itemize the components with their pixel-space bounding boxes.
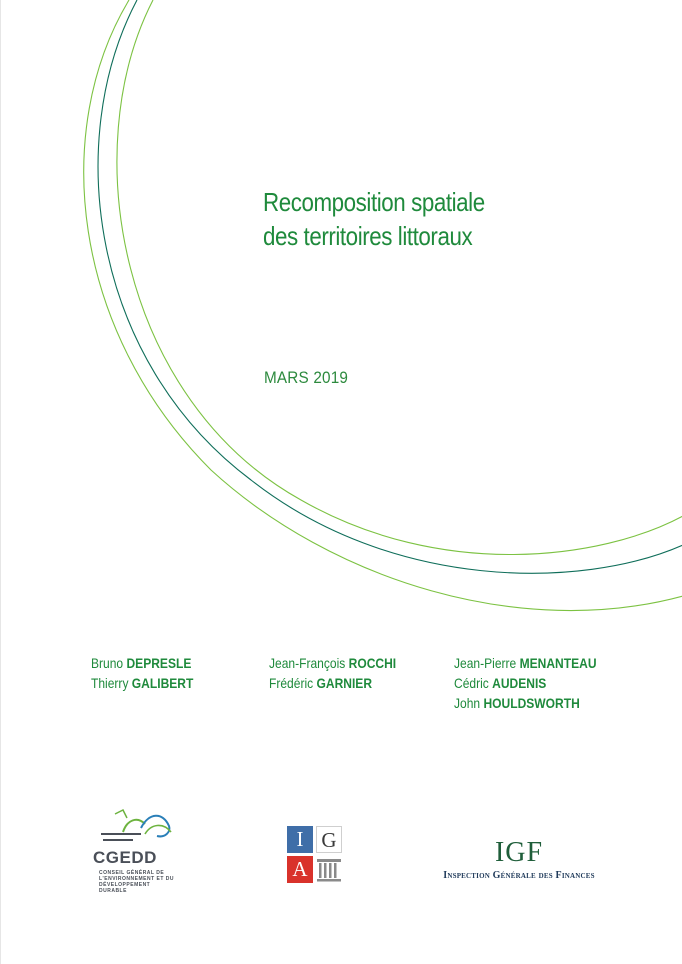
title-line-2: des territoires littoraux — [263, 221, 473, 251]
publication-date: MARS 2019 — [264, 368, 349, 387]
cgedd-logo — [93, 806, 183, 892]
iga-letter-g: G — [316, 826, 342, 853]
author-first-name: Bruno — [91, 655, 124, 671]
iga-letter-a: A — [287, 856, 313, 883]
authors-column-1 — [91, 653, 193, 693]
author-first-name: Cédric — [454, 675, 489, 691]
author — [454, 653, 597, 673]
author-first-name: Jean-Pierre — [454, 655, 517, 671]
author-last-name: ROCCHI — [348, 655, 397, 671]
inner-arc — [117, 0, 682, 555]
author-last-name: GALIBERT — [131, 675, 194, 691]
author-last-name: DEPRESLE — [126, 655, 192, 671]
iga-columns-icon — [316, 856, 342, 883]
author — [454, 693, 597, 713]
author-first-name: Frédéric — [269, 675, 314, 691]
cgedd-bird-icon — [93, 806, 183, 848]
author — [454, 673, 597, 693]
author-first-name: Thierry — [91, 675, 129, 691]
author-first-name: Jean-François — [269, 655, 346, 671]
author-last-name: HOULDSWORTH — [483, 695, 580, 711]
author-last-name: AUDENIS — [492, 675, 547, 691]
outer-arc — [84, 0, 682, 611]
author-first-name: John — [454, 695, 481, 711]
cgedd-name: CGEDD — [93, 848, 157, 867]
report-title — [263, 185, 485, 253]
author-last-name: MENANTEAU — [519, 655, 597, 671]
authors-column-3 — [454, 653, 597, 713]
iga-logo — [287, 826, 347, 884]
iga-letter-i: I — [287, 826, 313, 853]
author — [269, 673, 396, 693]
cgedd-subtitle: CONSEIL GÉNÉRAL DE L'ENVIRONNEMENT ET DU DÉVELOPPEMENT DURABLE — [99, 870, 175, 894]
authors-column-2 — [269, 653, 396, 693]
author — [91, 653, 193, 673]
igf-subtitle: Inspection Générale des Finances — [443, 870, 595, 881]
author-last-name: GARNIER — [316, 675, 373, 691]
igf-logo — [434, 838, 604, 888]
title-line-1: Recomposition spatiale — [263, 187, 485, 217]
igf-mark: IGF — [494, 837, 544, 868]
author — [91, 673, 193, 693]
author — [269, 653, 396, 673]
middle-arc — [98, 0, 682, 573]
